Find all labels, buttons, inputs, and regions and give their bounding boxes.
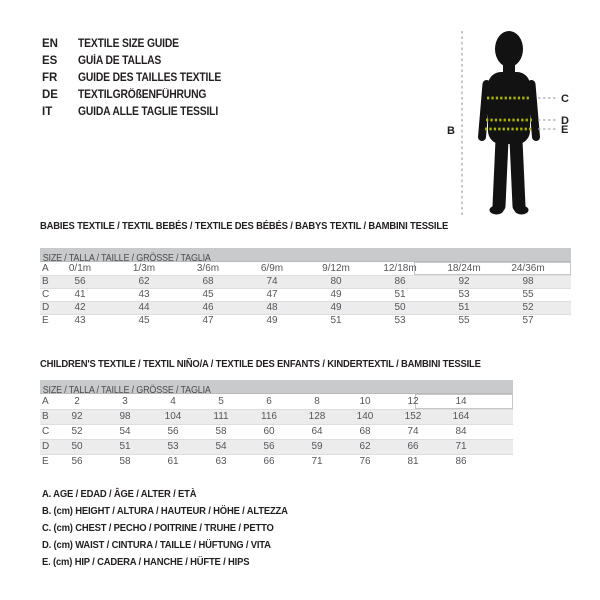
lang-row-de — [42, 86, 237, 103]
lang-label: TEXTILE SIZE GUIDE — [78, 37, 179, 50]
right-foot — [515, 206, 529, 215]
lang-label: TEXTILGRÖßENFÜHRUNG — [78, 88, 207, 101]
lang-code: IT — [42, 105, 53, 118]
lang-code: DE — [42, 88, 58, 101]
measurement-figure — [435, 18, 585, 223]
label-e: E — [561, 124, 569, 136]
lang-row-fr — [42, 69, 237, 86]
label-c: C — [561, 93, 569, 105]
babies-size-table — [40, 248, 571, 327]
babies-table-header: SIZE / TALLA / TAILLE / GRÖSSE / TAGLIA — [40, 248, 571, 262]
lang-row-en — [42, 35, 237, 52]
table-row: C 41 43 45 47 49 51 53 55 — [40, 289, 571, 302]
legend-line-waist: D. (cm) WAIST / CINTURA / TAILLE / HÜFTUNG / VITA — [42, 539, 271, 551]
table-row: B 92 98 104 111 116 128 140 152 164 — [40, 410, 513, 425]
left-leg — [499, 140, 502, 206]
neck — [503, 60, 515, 74]
legend-line-hip: E. (cm) HIP / CADERA / HANCHE / HÜFTE / HIPS — [42, 556, 250, 568]
lang-label: GUÍA DE TALLAS — [78, 54, 162, 67]
measurement-legend — [42, 486, 315, 571]
table-row: D 50 51 53 54 56 59 62 66 71 — [40, 440, 513, 455]
table-row: A 2 3 4 5 6 8 10 12 14 — [40, 395, 513, 410]
table-row: A 0/1m 1/3m 3/6m 6/9m 9/12m 12/18m 18/24m 24/36m — [40, 263, 571, 276]
legend-line-age: A. AGE / EDAD / ÂGE / ALTER / ETÀ — [42, 488, 197, 500]
babies-section-title: BABIES TEXTILE / TEXTIL BEBÉS / TEXTILE DES BÉBÉS / BABYS TEXTIL / BAMBINI TESSILE — [40, 220, 449, 232]
right-leg — [516, 140, 519, 206]
children-section — [40, 358, 513, 469]
children-section-title: CHILDREN'S TEXTILE / TEXTIL NIÑO/A / TEXTILE DES ENFANTS / KINDERTEXTIL / BAMBINI TESSILE — [40, 358, 481, 370]
label-b: B — [447, 125, 455, 137]
child-silhouette — [482, 31, 536, 215]
lang-code: ES — [42, 54, 58, 67]
language-title-list — [42, 35, 237, 120]
table-row: E 56 58 61 63 66 71 76 81 86 — [42, 456, 467, 467]
torso — [488, 72, 530, 144]
lang-label: GUIDA ALLE TAGLIE TESSILI — [78, 105, 219, 118]
lang-label: GUIDE DES TAILLES TEXTILE — [78, 71, 222, 84]
right-arm — [532, 84, 537, 137]
table-row: D 42 44 46 48 49 50 51 52 — [40, 302, 571, 315]
lang-code: FR — [42, 71, 58, 84]
legend-line-chest: C. (cm) CHEST / PECHO / POITRINE / TRUHE / PETTO — [42, 522, 274, 534]
table-row: E 43 45 47 49 51 53 55 57 — [42, 315, 534, 326]
label-d: D — [561, 115, 569, 127]
lang-row-es — [42, 52, 237, 69]
table-row: C 52 54 56 58 60 64 68 74 84 — [40, 425, 513, 440]
left-foot — [490, 206, 504, 215]
legend-line-height: B. (cm) HEIGHT / ALTURA / HAUTEUR / HÖHE / ALTEZZA — [42, 505, 288, 517]
lang-row-it — [42, 103, 237, 120]
lang-code: EN — [42, 37, 58, 50]
children-size-table — [40, 380, 513, 469]
babies-section — [40, 220, 571, 327]
table-row: B 56 62 68 74 80 86 92 98 — [40, 276, 571, 289]
child-silhouette-diagram — [435, 18, 585, 223]
children-table-header: SIZE / TALLA / TAILLE / GRÖSSE / TAGLIA — [40, 380, 513, 394]
